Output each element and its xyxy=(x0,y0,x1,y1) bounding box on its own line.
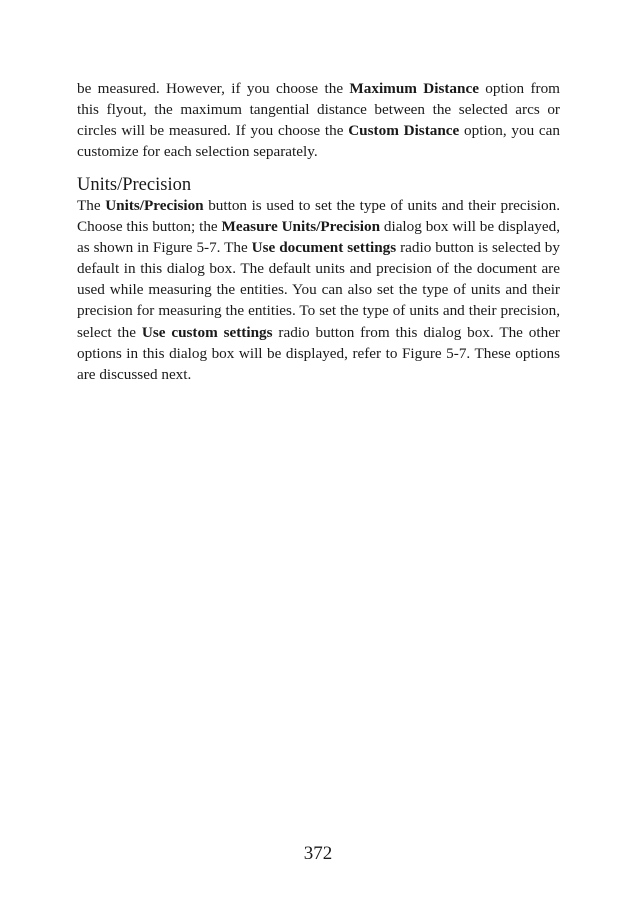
page-number: 372 xyxy=(303,843,333,864)
text-segment: The xyxy=(77,197,106,214)
text-segment: radio button from this dialog box. The other options in this dialog box will be displayed, refer to Figure 5-7. These options are discussed next. xyxy=(77,323,560,383)
section-heading: Units/Precision xyxy=(77,175,192,195)
bold-term-maximum-distance: Maximum Distance xyxy=(349,80,479,97)
paragraph-measure-options xyxy=(77,78,560,162)
text-segment: be measured. However, if you choose the xyxy=(77,80,350,97)
bold-term-use-document-settings: Use document settings xyxy=(251,239,397,257)
text-segment: button is used to set the type of units and their precision. Choose this button; the xyxy=(77,197,560,236)
text-segment: option, you can customize for each selection separately. xyxy=(77,122,560,161)
paragraph-units-precision xyxy=(77,195,560,385)
text-segment: dialog box will be displayed, as shown in Figure 5-7. The xyxy=(77,218,560,257)
bold-term-measure-units-precision: Measure Units/Precision xyxy=(221,218,381,236)
bold-term-use-custom-settings: Use custom settings xyxy=(141,323,273,341)
bold-term-units-precision: Units/Precision xyxy=(105,197,204,214)
text-segment: option from this flyout, the maximum tangential distance between the selected arcs or circles will be measured. If you choose the xyxy=(77,80,560,140)
bold-term-custom-distance: Custom Distance xyxy=(348,122,460,140)
text-segment: radio button is selected by default in this dialog box. The default units and precision of the document are used while measuring the entities. You can also set the type of units and their precision for measuring the entities. To set the type of units and their precision, select the xyxy=(77,239,560,341)
